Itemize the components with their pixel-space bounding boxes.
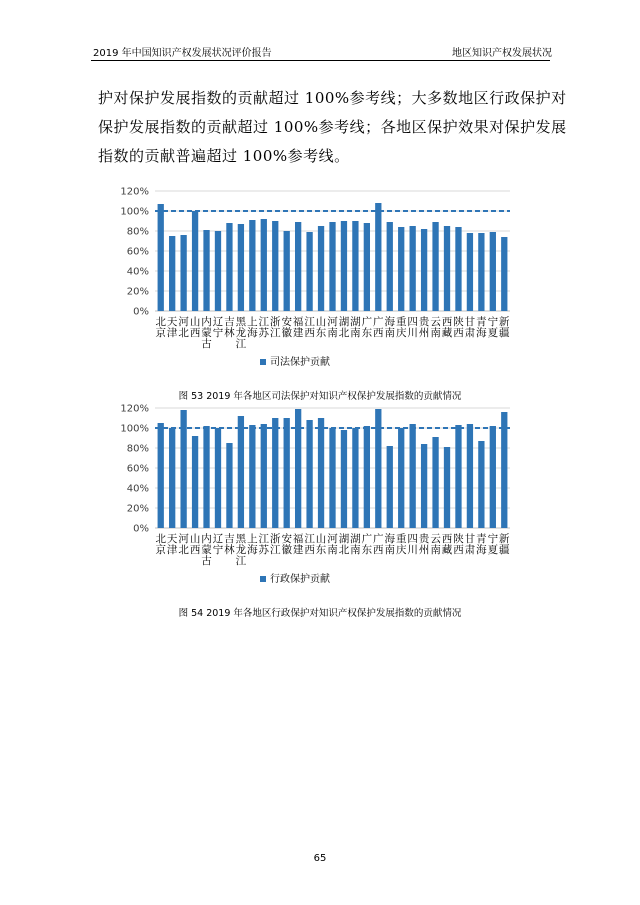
- x-tick-label: 广: [373, 316, 384, 328]
- bar: [501, 237, 507, 311]
- paragraph-line: 保护发展指数的贡献超过 100%参考线；各地区保护效果对保护发展: [98, 118, 567, 136]
- x-tick-label: 州: [418, 327, 430, 339]
- bar: [329, 428, 335, 528]
- legend-swatch: [260, 576, 266, 582]
- x-tick-label: 重: [395, 533, 407, 545]
- x-tick-label: 南: [430, 544, 441, 556]
- x-tick-label: 宁: [487, 316, 499, 328]
- x-tick-label: 建: [292, 544, 304, 556]
- x-tick-label: 内: [201, 316, 212, 328]
- bar: [455, 425, 461, 528]
- x-tick-label: 江: [258, 316, 270, 328]
- bar: [364, 223, 370, 311]
- x-tick-label: 海: [384, 316, 396, 328]
- bar: [467, 233, 473, 311]
- x-tick-label: 天: [166, 316, 178, 328]
- x-tick-label: 蒙: [201, 327, 212, 339]
- bar: [352, 428, 358, 528]
- legend-swatch: [260, 359, 266, 365]
- y-tick-label: 0%: [133, 523, 149, 535]
- bar: [478, 233, 484, 311]
- bar: [341, 430, 347, 528]
- x-tick-label: 西: [453, 544, 464, 556]
- x-tick-label: 蒙: [201, 544, 212, 556]
- x-tick-label: 北: [155, 316, 166, 328]
- x-tick-label: 新: [499, 533, 510, 545]
- x-tick-label: 湖: [350, 533, 361, 545]
- header-rule: [91, 60, 550, 61]
- x-tick-label: 宁: [212, 327, 224, 339]
- paragraph-line: 护对保护发展指数的贡献超过 100%参考线；大多数地区行政保护对: [98, 89, 567, 107]
- bar: [261, 424, 267, 528]
- x-tick-label: 山: [315, 316, 327, 328]
- x-tick-label: 湖: [338, 533, 350, 545]
- x-tick-label: 宁: [212, 544, 224, 556]
- bar: [249, 425, 255, 528]
- x-tick-label: 西: [373, 327, 384, 339]
- bar: [387, 222, 393, 311]
- x-tick-label: 广: [373, 533, 384, 545]
- bar: [284, 418, 290, 528]
- x-tick-label: 苏: [258, 327, 270, 339]
- x-tick-label: 津: [166, 327, 178, 339]
- x-tick-label: 甘: [464, 533, 476, 545]
- bar: [501, 412, 507, 528]
- y-tick-label: 60%: [126, 463, 149, 475]
- x-tick-label: 南: [384, 544, 396, 556]
- bar: [341, 221, 347, 311]
- x-tick-label: 贵: [418, 533, 430, 545]
- x-tick-label: 海: [476, 544, 487, 556]
- x-tick-label: 吉: [224, 533, 235, 545]
- x-tick-label: 江: [235, 555, 247, 567]
- bar: [318, 226, 324, 311]
- x-tick-label: 夏: [487, 327, 499, 339]
- x-tick-label: 海: [247, 327, 258, 339]
- bar: [226, 223, 232, 311]
- x-tick-label: 龙: [235, 544, 247, 556]
- bar: [375, 409, 381, 528]
- bar: [272, 221, 278, 311]
- x-tick-label: 河: [178, 316, 189, 328]
- x-tick-label: 上: [247, 533, 258, 545]
- x-tick-label: 西: [304, 544, 315, 556]
- administrative-protection-chart: [110, 400, 530, 595]
- x-tick-label: 林: [224, 544, 235, 556]
- x-tick-label: 江: [269, 327, 281, 339]
- bar: [421, 229, 427, 311]
- x-tick-label: 山: [315, 533, 327, 545]
- x-tick-label: 藏: [441, 544, 453, 556]
- paragraph-line: 指数的贡献普遍超过 100%参考线。: [98, 147, 350, 165]
- bar: [158, 204, 164, 311]
- running-header-right: 地区知识产权发展状况: [452, 48, 552, 59]
- bar: [249, 220, 255, 311]
- x-tick-label: 徽: [281, 327, 292, 339]
- bar: [295, 409, 301, 528]
- bar: [318, 418, 324, 528]
- x-tick-label: 江: [258, 533, 270, 545]
- y-tick-label: 100%: [120, 206, 149, 218]
- bar: [490, 426, 496, 528]
- x-tick-label: 建: [292, 327, 304, 339]
- x-tick-label: 西: [304, 327, 315, 339]
- x-tick-label: 疆: [499, 327, 510, 339]
- x-tick-label: 庆: [395, 544, 407, 556]
- x-tick-label: 京: [155, 327, 166, 339]
- x-tick-label: 河: [327, 533, 338, 545]
- x-tick-label: 辽: [212, 533, 224, 545]
- bar: [306, 232, 312, 311]
- bar: [215, 231, 221, 311]
- bar: [192, 211, 198, 311]
- x-tick-label: 安: [281, 533, 292, 545]
- x-tick-label: 北: [155, 533, 166, 545]
- x-tick-label: 南: [327, 544, 338, 556]
- x-tick-label: 上: [247, 316, 258, 328]
- bar: [410, 424, 416, 528]
- x-tick-label: 西: [453, 327, 464, 339]
- bar: [261, 219, 267, 311]
- bar: [158, 423, 164, 528]
- bar: [432, 437, 438, 528]
- x-tick-label: 川: [407, 544, 418, 556]
- figure-54-caption: 图 54 2019 年各地区行政保护对知识产权保护发展指数的贡献情况: [178, 608, 462, 619]
- x-tick-label: 京: [155, 544, 166, 556]
- y-tick-label: 20%: [126, 286, 149, 298]
- bar: [398, 428, 404, 528]
- bar: [398, 227, 404, 311]
- bar: [306, 420, 312, 528]
- bar: [215, 428, 221, 528]
- y-tick-label: 60%: [126, 246, 149, 258]
- x-tick-label: 西: [373, 544, 384, 556]
- judicial-protection-chart: [110, 183, 530, 378]
- x-tick-label: 广: [361, 533, 373, 545]
- bar: [444, 447, 450, 528]
- x-tick-label: 西: [189, 327, 201, 339]
- bar: [490, 232, 496, 311]
- bar: [467, 424, 473, 528]
- x-tick-label: 海: [476, 327, 487, 339]
- x-tick-label: 南: [350, 544, 361, 556]
- x-tick-label: 北: [178, 544, 189, 556]
- x-tick-label: 安: [281, 316, 292, 328]
- x-tick-label: 江: [235, 338, 247, 350]
- x-tick-label: 浙: [269, 316, 281, 328]
- x-tick-label: 吉: [224, 316, 235, 328]
- x-tick-label: 甘: [464, 316, 476, 328]
- x-tick-label: 北: [178, 327, 189, 339]
- x-tick-label: 贵: [418, 316, 430, 328]
- x-tick-label: 陕: [453, 533, 464, 545]
- x-tick-label: 黑: [235, 316, 247, 328]
- x-tick-label: 庆: [395, 327, 407, 339]
- x-tick-label: 川: [407, 327, 418, 339]
- x-tick-label: 西: [189, 544, 201, 556]
- y-tick-label: 40%: [126, 483, 149, 495]
- bar: [329, 222, 335, 311]
- x-tick-label: 东: [361, 327, 373, 339]
- x-tick-label: 重: [395, 316, 407, 328]
- x-tick-label: 浙: [269, 533, 281, 545]
- x-tick-label: 青: [476, 533, 487, 545]
- bar: [238, 224, 244, 311]
- bar: [169, 428, 175, 528]
- x-tick-label: 江: [304, 316, 315, 328]
- x-tick-label: 山: [189, 533, 201, 545]
- x-tick-label: 河: [178, 533, 189, 545]
- x-tick-label: 河: [327, 316, 338, 328]
- y-tick-label: 100%: [120, 423, 149, 435]
- x-tick-label: 藏: [441, 327, 453, 339]
- x-tick-label: 林: [224, 327, 235, 339]
- x-tick-label: 陕: [453, 316, 464, 328]
- bar: [352, 221, 358, 311]
- y-tick-label: 20%: [126, 503, 149, 515]
- bar: [478, 441, 484, 528]
- bar: [432, 222, 438, 311]
- legend-label: 司法保护贡献: [270, 357, 330, 368]
- x-tick-label: 青: [476, 316, 487, 328]
- x-tick-label: 山: [189, 316, 201, 328]
- x-tick-label: 东: [315, 327, 327, 339]
- x-tick-label: 疆: [499, 544, 510, 556]
- x-tick-label: 四: [407, 533, 418, 545]
- y-tick-label: 0%: [133, 306, 149, 318]
- x-tick-label: 龙: [235, 327, 247, 339]
- bar: [410, 226, 416, 311]
- y-tick-label: 80%: [126, 443, 149, 455]
- bar: [169, 236, 175, 311]
- bar: [192, 436, 198, 528]
- bar: [295, 222, 301, 311]
- x-tick-label: 湖: [350, 316, 361, 328]
- y-tick-label: 120%: [120, 403, 149, 415]
- x-tick-label: 南: [350, 327, 361, 339]
- x-tick-label: 四: [407, 316, 418, 328]
- x-tick-label: 海: [247, 544, 258, 556]
- x-tick-label: 黑: [235, 533, 247, 545]
- page-number: 65: [313, 853, 327, 864]
- x-tick-label: 福: [292, 316, 304, 328]
- x-tick-label: 东: [361, 544, 373, 556]
- running-header-left: 2019 年中国知识产权发展状况评价报告: [93, 48, 272, 59]
- figure-53-caption: 图 53 2019 年各地区司法保护对知识产权保护发展指数的贡献情况: [178, 391, 462, 402]
- bar: [375, 203, 381, 311]
- x-tick-label: 福: [292, 533, 304, 545]
- y-tick-label: 40%: [126, 266, 149, 278]
- x-tick-label: 肃: [464, 327, 476, 339]
- x-tick-label: 北: [338, 327, 350, 339]
- x-tick-label: 湖: [338, 316, 350, 328]
- body-paragraph: [98, 84, 567, 171]
- x-tick-label: 古: [201, 555, 212, 567]
- bar: [455, 227, 461, 311]
- x-tick-label: 津: [166, 544, 178, 556]
- x-tick-label: 宁: [487, 533, 499, 545]
- x-tick-label: 南: [384, 327, 396, 339]
- bar: [180, 235, 186, 311]
- bar: [203, 426, 209, 528]
- bar: [238, 416, 244, 528]
- x-tick-label: 南: [327, 327, 338, 339]
- x-tick-label: 辽: [212, 316, 224, 328]
- x-tick-label: 广: [361, 316, 373, 328]
- judicial-protection-chart-svg: [110, 183, 530, 378]
- x-tick-label: 云: [430, 316, 441, 328]
- x-tick-label: 苏: [258, 544, 270, 556]
- x-tick-label: 天: [166, 533, 178, 545]
- x-tick-label: 南: [430, 327, 441, 339]
- x-tick-label: 西: [441, 316, 453, 328]
- x-tick-label: 北: [338, 544, 350, 556]
- y-tick-label: 120%: [120, 186, 149, 198]
- bar: [421, 444, 427, 528]
- x-tick-label: 新: [499, 316, 510, 328]
- administrative-protection-chart-svg: [110, 400, 530, 595]
- x-tick-label: 江: [304, 533, 315, 545]
- x-tick-label: 江: [269, 544, 281, 556]
- bar: [226, 443, 232, 528]
- x-tick-label: 海: [384, 533, 396, 545]
- x-tick-label: 肃: [464, 544, 476, 556]
- x-tick-label: 云: [430, 533, 441, 545]
- x-tick-label: 东: [315, 544, 327, 556]
- bar: [387, 446, 393, 528]
- y-tick-label: 80%: [126, 226, 149, 238]
- bar: [364, 426, 370, 528]
- x-tick-label: 内: [201, 533, 212, 545]
- x-tick-label: 西: [441, 533, 453, 545]
- bar: [284, 231, 290, 311]
- bar: [272, 418, 278, 528]
- bar: [203, 230, 209, 311]
- x-tick-label: 古: [201, 338, 212, 350]
- bar: [444, 226, 450, 311]
- x-tick-label: 夏: [487, 544, 499, 556]
- x-tick-label: 州: [418, 544, 430, 556]
- x-tick-label: 徽: [281, 544, 292, 556]
- legend-label: 行政保护贡献: [270, 574, 330, 585]
